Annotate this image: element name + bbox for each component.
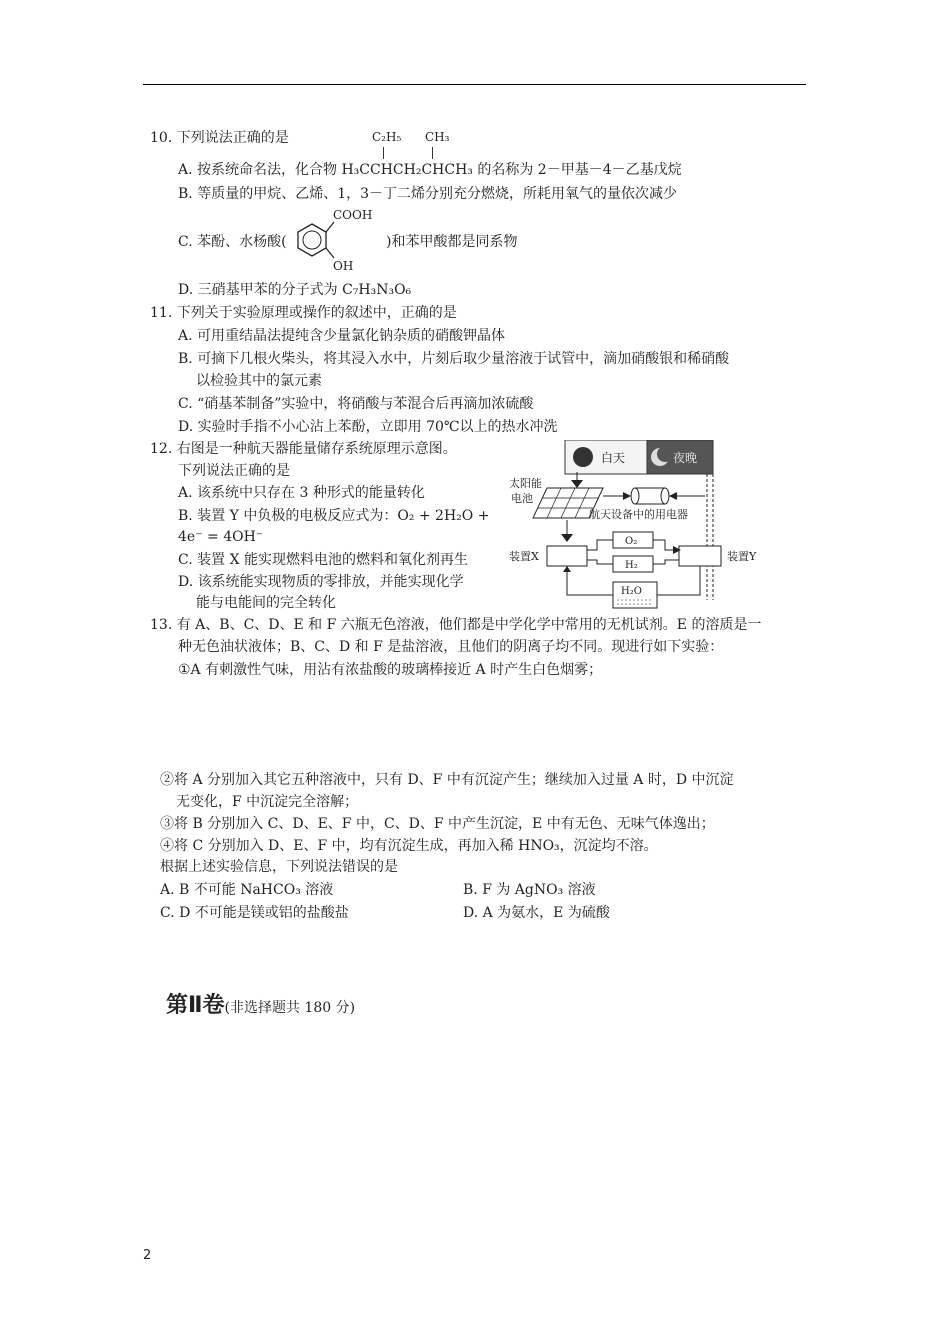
q10-c-cooh: COOH	[333, 208, 373, 222]
q13-ask: 根据上述实验信息，下列说法错误的是	[160, 859, 398, 875]
q12-stem-cont: 下列说法正确的是	[178, 463, 290, 479]
q12-option-b-cont: 4e⁻ = 4OH⁻	[178, 529, 264, 545]
q10-option-a: A. 按系统命名法，化合物 H₃CCHCH₂CHCH₃ 的名称为 2－甲基－4－乙基戊烷	[178, 162, 682, 178]
q12-option-a: A. 该系统中只存在 3 种形式的能量转化	[178, 485, 425, 501]
q12-stem: 12. 右图是一种航天器能量储存系统原理示意图。	[150, 441, 457, 457]
section-title-text: 第Ⅱ卷	[166, 993, 225, 1018]
q10-bond-line	[432, 147, 433, 159]
q13-option-b: B. F 为 AgNO₃ 溶液	[463, 882, 596, 898]
q12-option-d: D. 该系统能实现物质的零排放，并能实现化学	[178, 574, 464, 590]
q10-option-d: D. 三硝基甲苯的分子式为 C₇H₃N₃O₆	[178, 282, 412, 298]
q13-option-a: A. B 不可能 NaHCO₃ 溶液	[160, 882, 334, 898]
q11-stem: 11. 下列关于实验原理或操作的叙述中，正确的是	[150, 305, 457, 321]
section-note: (非选择题共 180 分)	[224, 1000, 356, 1016]
energy-storage-diagram	[505, 440, 770, 615]
q10-option-b: B. 等质量的甲烷、乙烯、1，3－丁二烯分别充分燃烧，所耗用氧气的量依次减少	[178, 186, 678, 202]
q13-step-2-cont: 无变化，F 中沉淀完全溶解；	[176, 794, 359, 810]
o2-label: O₂	[625, 536, 638, 547]
q10-c-oh: OH	[333, 259, 354, 273]
q10-stem: 10. 下列说法正确的是	[150, 130, 289, 146]
solar-label-1: 太阳能	[509, 477, 542, 490]
q11-option-b-cont: 以检验其中的氯元素	[196, 373, 322, 389]
q13-step-1: ①A 有刺激性气味，用沾有浓盐酸的玻璃棒接近 A 时产生白色烟雾；	[178, 662, 603, 678]
q12-option-b: B. 装置 Y 中负极的电极反应式为：O₂ + 2H₂O +	[178, 508, 490, 524]
q13-step-4: ④将 C 分别加入 D、E、F 中，均有沉淀生成，再加入稀 HNO₃，沉淀均不溶。	[160, 838, 658, 854]
q10-struct-methyl: CH₃	[425, 130, 450, 144]
q11-option-c: C. “硝基苯制备”实验中，将硝酸与苯混合后再滴加浓硫酸	[178, 396, 534, 412]
sun-icon	[573, 447, 593, 467]
q10-bond-line	[383, 147, 384, 159]
q13-option-c: C. D 不可能是镁或铝的盐酸盐	[160, 905, 349, 921]
day-label: 白天	[601, 451, 626, 465]
h2-label: H₂	[625, 560, 638, 571]
q13-stem: 13. 有 A、B、C、D、E 和 F 六瓶无色溶液，他们都是中学化学中常用的无机试剂。E 的溶质是一	[150, 617, 762, 633]
header-rule	[143, 84, 806, 85]
q13-step-3: ③将 B 分别加入 C、D、E、F 中，C、D、F 中产生沉淀，E 中有无色、无味气体逸出；	[160, 816, 715, 832]
section-title	[166, 988, 355, 1019]
device-label: 航天设备中的用电器	[589, 508, 688, 521]
h2o-label: H₂O	[621, 586, 642, 597]
q12-option-c: C. 装置 X 能实现燃料电池的燃料和氧化剂再生	[178, 552, 468, 568]
q13-option-d: D. A 为氨水，E 为硫酸	[463, 905, 610, 921]
q11-option-d: D. 实验时手指不小心沾上苯酚，立即用 70℃以上的热水冲洗	[178, 419, 558, 435]
q11-option-a: A. 可用重结晶法提纯含少量氯化钠杂质的硝酸钾晶体	[178, 328, 506, 344]
q10-option-c-post: )和苯甲酸都是同系物	[386, 234, 518, 250]
q13-stem-cont: 种无色油状液体；B、C、D 和 F 是盐溶液，且他们的阴离子均不同。现进行如下实验：	[178, 639, 724, 655]
q12-option-d-cont: 能与电能间的完全转化	[196, 595, 336, 611]
device-y	[679, 546, 721, 566]
q13-step-2: ②将 A 分别加入其它五种溶液中，只有 D、F 中有沉淀产生；继续加入过量 A 时，D 中沉淀	[160, 772, 734, 788]
q10-option-c-pre: C. 苯酚、水杨酸(	[178, 234, 287, 250]
device-y-label: 装置Y	[727, 550, 757, 563]
night-label: 夜晚	[673, 451, 698, 465]
solar-label-2: 电池	[511, 492, 533, 505]
salicylic-acid-structure	[290, 218, 340, 264]
q10-struct-ethyl: C₂H₅	[372, 130, 402, 144]
device-x	[547, 546, 587, 566]
page-number: 2	[143, 1248, 152, 1263]
device-x-label: 装置X	[509, 550, 539, 563]
q11-option-b: B. 可摘下几根火柴头，将其浸入水中，片刻后取少量溶液于试管中，滴加硝酸银和稀硝酸	[178, 351, 730, 367]
